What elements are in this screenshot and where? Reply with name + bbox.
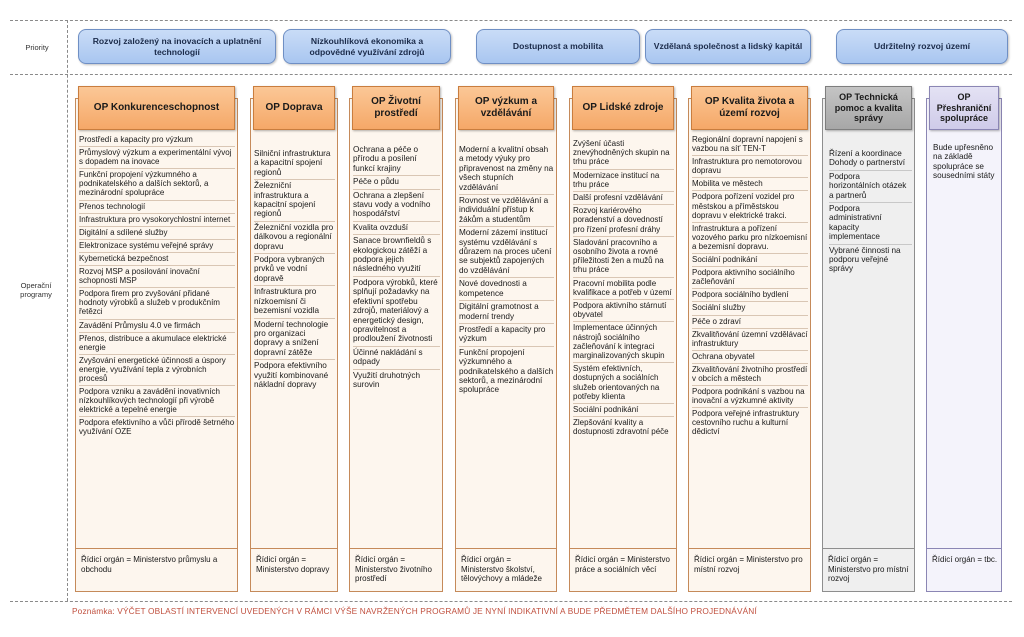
program-item: Železniční vozidla pro dálkovou a regionální dopravu [254, 222, 335, 254]
program-item: Podpora pořízení vozidel pro městskou a příměstskou dopravu v elektrické trakci. [692, 191, 808, 222]
program-item: Nové dovednosti a kompetence [459, 278, 554, 301]
managing-authority: Řídicí orgán = Ministerstvo školství, tělovýchovy a mládeže [455, 548, 557, 592]
program-item: Prostředí a kapacity pro výzkum [79, 134, 235, 147]
program-title: OP Konkurenceschopnost [78, 86, 235, 130]
top-divider [10, 20, 1012, 21]
managing-authority: Řídicí orgán = Ministerstvo pro místní rozvoj [822, 548, 915, 592]
program-item: Podpora výrobků, které splňují požadavky na efektivní spotřebu zdrojů, materiálový a energetický design, opravitelnost a prodloužení životnosti [353, 277, 440, 347]
priority-education: Vzdělaná společnost a lidský kapitál [645, 29, 811, 64]
program-item: Regionální dopravní napojení s vazbou na síť TEN-T [692, 134, 808, 156]
program-title: OP Kvalita života a území rozvoj [691, 86, 808, 130]
program-items [573, 138, 674, 439]
program-items [353, 144, 440, 391]
managing-authority: Řídicí orgán = Ministerstvo práce a sociálních věcí [569, 548, 677, 592]
program-column-cross-border [926, 86, 1002, 592]
program-item: Prostředí a kapacity pro výzkum [459, 324, 554, 347]
program-item: Sociální služby [692, 302, 808, 315]
priority-row-label: Priority [25, 43, 49, 52]
program-column-quality-of-life [688, 86, 811, 592]
program-item: Zkvalitňování životního prostředí v obcích a městech [692, 364, 808, 386]
program-item: Kybernetická bezpečnost [79, 253, 235, 266]
program-items [692, 134, 808, 439]
program-item: Sanace brownfieldů s ekologickou zátěží a podpora jejich následného využití [353, 235, 440, 277]
program-items [79, 134, 235, 439]
priority-divider [10, 74, 1012, 75]
footnote: Poznámka: VÝČET OBLASTÍ INTERVENCÍ UVEDENÝCH V RÁMCI VÝŠE NAVRŽENÝCH PROGRAMŮ JE NYNÍ INDIKATIVNÍ A BUDE PŘEDMĚTEM DALŠÍHO PROJEDNÁVÁNÍ [72, 606, 757, 616]
program-item: Moderní technologie pro organizaci dopravy a snížení dopravní zátěže [254, 319, 335, 361]
managing-authority: Řídicí orgán = tbc. [926, 548, 1002, 592]
program-title: OP Technická pomoc a kvalita správy [825, 86, 912, 130]
priority-mobility: Dostupnost a mobilita [476, 29, 640, 64]
program-item: Elektronizace systému veřejné správy [79, 240, 235, 253]
program-item: Kvalita ovzduší [353, 222, 440, 235]
program-item: Péče o půdu [353, 176, 440, 189]
program-item: Sociální podnikání [573, 404, 674, 417]
program-item: Přenos technologií [79, 201, 235, 214]
managing-authority: Řídicí orgán = Ministerstvo životního prostředí [349, 548, 443, 592]
program-item: Vybrané činnosti na podporu veřejné správy [829, 245, 901, 274]
program-item: Využití druhotných surovin [353, 370, 421, 389]
priority-territorial: Udržitelný rozvoj území [836, 29, 1008, 64]
program-items [933, 142, 999, 183]
program-item: Moderní zázemí institucí systému vzdělávání s důrazem na proces učení se subjektů zapojených do vzdělávání [459, 227, 554, 278]
program-items [459, 144, 554, 397]
program-item: Podpora horizontálních otázek a partnerů [829, 171, 912, 203]
program-column-environment [349, 86, 443, 592]
program-item: Infrastruktura pro vysokorychlostní internet [79, 214, 235, 227]
program-column-human-resources [569, 86, 677, 592]
program-item: Implementace účinných nástrojů sociálního začleňování k integraci marginalizovaných skupin [573, 322, 674, 363]
program-item: Podpora efektivního využití kombinované nákladní dopravy [254, 361, 329, 389]
program-item: Podpora vzniku a zavádění inovativních nízkouhlíkových technologií při výrobě elektrické a tepelné energie [79, 386, 235, 417]
program-item: Sladování pracovního a osobního života a rovné příležitosti žen a mužů na trhu práce [573, 237, 674, 278]
program-item: Infrastruktura pro nízkoemisní či bezemisní vozidla [254, 286, 335, 318]
program-item: Ochrana a zlepšení stavu vody a vodního hospodářství [353, 190, 440, 222]
program-item: Zkvalitňování územní vzdělávací infrastruktury [692, 329, 808, 351]
priority-innovation: Rozvoj založený na inovacích a uplatnění technologií [78, 29, 276, 64]
program-item: Infrastruktura pro nemotorovou dopravu [692, 156, 808, 178]
program-item: Infrastruktura a pořízení vozového parku pro nízkoemisní a bezemisní dopravu. [692, 223, 808, 254]
program-item: Železniční infrastruktura a kapacitní spojení regionů [254, 180, 335, 222]
program-item: Podpora veřejné infrastruktury cestovního ruchu a kulturní dědictví [692, 409, 800, 437]
program-item: Rozvoj MSP a posilování inovační schopnosti MSP [79, 266, 235, 288]
program-item: Podpora sociálního bydlení [692, 289, 808, 302]
label-column-divider [67, 20, 68, 601]
program-column-technical-assistance [822, 86, 915, 592]
program-item: Sociální podnikání [692, 254, 808, 267]
program-item: Systém efektivních, dostupných a sociálních služeb orientovaných na potřeby klienta [573, 363, 674, 404]
program-item: Rozvoj kariérového poradenství a dovedností pro řízení profesní dráhy [573, 205, 674, 237]
program-item: Podpora administrativní kapacity implementace [829, 203, 912, 245]
program-item: Bude upřesněno na základě spolupráce se sousedními státy [933, 143, 995, 181]
program-title: OP Lidské zdroje [572, 86, 674, 130]
program-item: Zvýšení účasti znevýhodněných skupin na trhu práce [573, 138, 674, 170]
program-column-transport [250, 86, 338, 592]
program-item: Podpora aktivního stárnutí obyvatel [573, 300, 674, 322]
program-item: Silniční infrastruktura a kapacitní spojení regionů [254, 148, 335, 180]
program-item: Digitální a sdílené služby [79, 227, 235, 240]
program-item: Péče o zdraví [692, 316, 808, 329]
managing-authority: Řídicí orgán = Ministerstvo pro místní rozvoj [688, 548, 811, 592]
program-items [829, 148, 912, 276]
program-item: Podpora vybraných prvků ve vodní dopravě [254, 254, 335, 286]
programs-row-label: Operační programy [20, 281, 52, 299]
managing-authority: Řídicí orgán = Ministerstvo dopravy [250, 548, 338, 592]
program-item: Ochrana obyvatel [692, 351, 808, 364]
program-item: Zavádění Průmyslu 4.0 ve firmách [79, 320, 235, 333]
program-item: Podpora firem pro zvyšování přidané hodnoty výrobků a služeb v produkčním řetězci [79, 288, 235, 319]
program-item: Průmyslový výzkum a experimentální vývoj s dopadem na inovace [79, 147, 235, 169]
program-item: Podpora efektivního a vůči přírodě šetrného využívání OZE [79, 418, 235, 437]
program-item: Moderní a kvalitní obsah a metody výuky pro připravenost na změny na všech stupních vzdělávání [459, 144, 554, 195]
program-item: Zvyšování energetické účinnosti a úspory energie, využívání tepla z výrobních procesů [79, 355, 235, 386]
program-item: Digitální gramotnost a moderní trendy [459, 301, 554, 324]
program-item: Pracovní mobilita podle kvalifikace a potřeb v území [573, 278, 674, 300]
program-item: Přenos, distribuce a akumulace elektrické energie [79, 333, 235, 355]
program-title: OP Životní prostředí [352, 86, 440, 130]
program-item: Funkční propojení výzkumného a podnikatelského a dalších sektorů, a mezinárodní spolupráce [79, 169, 235, 200]
program-column-research-education [455, 86, 557, 592]
program-item: Další profesní vzdělávání [573, 192, 674, 205]
program-item: Mobilita ve městech [692, 178, 808, 191]
program-item: Účinné nakládání s odpady [353, 347, 440, 370]
program-item: Řízení a koordinace Dohody o partnerství [829, 148, 912, 171]
program-item: Ochrana a péče o přírodu a posílení funkcí krajiny [353, 144, 440, 176]
program-column-competitiveness [75, 86, 238, 592]
program-item: Zlepšování kvality a dostupnosti zdravotní péče [573, 418, 669, 437]
program-item: Funkční propojení výzkumného a podnikatelského a dalších sektorů, a mezinárodní spolupráce [459, 347, 554, 395]
bottom-divider [10, 601, 1012, 602]
managing-authority: Řídicí orgán = Ministerstvo průmyslu a obchodu [75, 548, 238, 592]
program-items [254, 148, 335, 391]
program-item: Rovnost ve vzdělávání a individuální přístup k žákům a studentům [459, 195, 554, 227]
program-title: OP výzkum a vzdělávání [458, 86, 554, 130]
program-title: OP Přeshraniční spolupráce [929, 86, 999, 130]
program-title: OP Doprava [253, 86, 335, 130]
program-item: Podpora aktivního sociálního začleňování [692, 267, 808, 289]
program-item: Modernizace institucí na trhu práce [573, 170, 674, 192]
program-item: Podpora podnikání s vazbou na inovační a výzkumné aktivity [692, 386, 808, 408]
priority-low-carbon: Nízkouhlíková ekonomika a odpovědné využívání zdrojů [283, 29, 451, 64]
